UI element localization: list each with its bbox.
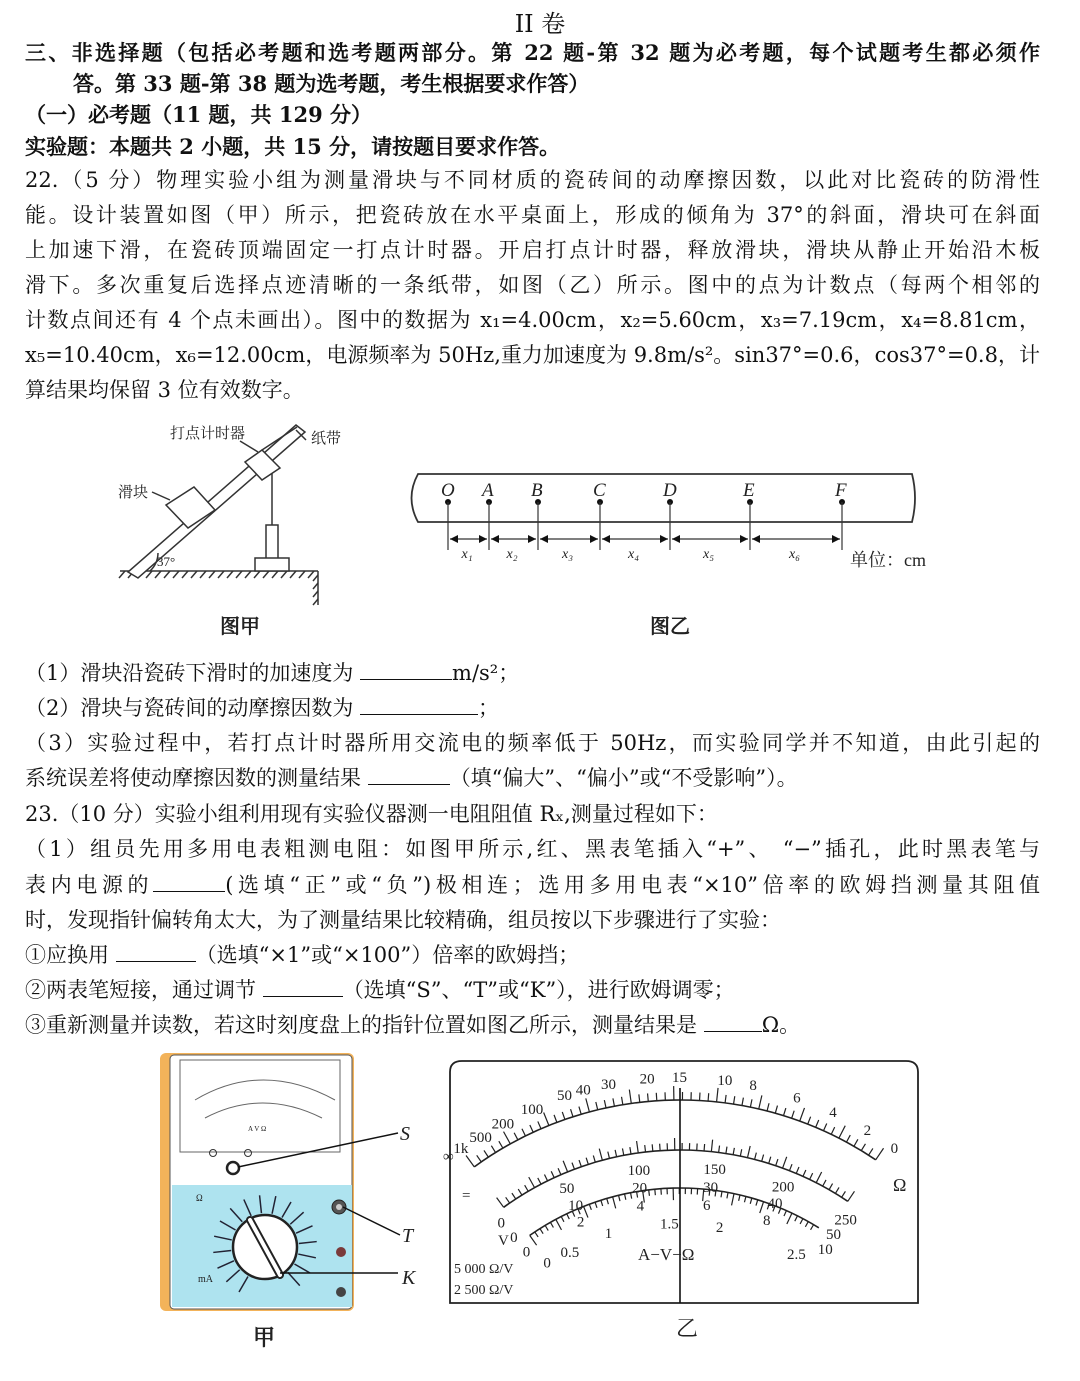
q22-sub3-text: 系统误差将使动摩擦因数的测量结果 [25, 766, 368, 790]
dc250-label: 50 [559, 1181, 575, 1198]
ohm-scale-label: 1k [453, 1141, 469, 1158]
dc10-label: 10 [817, 1241, 833, 1258]
segment-label: x₆ [789, 547, 801, 562]
ac25-label: 1 [604, 1226, 613, 1243]
point-label: C [593, 480, 606, 501]
timer-label: 打点计时器 [170, 426, 246, 442]
ohm-tick [648, 1093, 649, 1101]
experiment-heading: 实验题：本题共 2 小题，共 15 分，请按题目要求作答。 [25, 134, 561, 159]
ohm-scale-label: 40 [575, 1082, 591, 1099]
point-label: B [531, 480, 543, 501]
section-instructions-line2: 答。第 33 题-第 38 题为选考题，考生根据要求作答） [73, 71, 590, 96]
q22-sub1-text: （1）滑块沿瓷砖下滑时的加速度为 [25, 661, 361, 685]
q23-line3-text: 表内电源的 [25, 873, 154, 897]
dc250-label: 100 [627, 1162, 651, 1179]
unit-text: m/s²； [452, 661, 520, 685]
dc50-label: 10 [568, 1197, 584, 1214]
q22-line: 上加速下滑，在瓷砖顶端固定一打点计时器。开启打点计时器，释放滑块，滑块从静止开始沿木板 [25, 238, 1040, 262]
ohm-scale-label: 30 [601, 1076, 617, 1093]
q22-sub2-text: （2）滑块与瓷砖间的动摩擦因数为 [25, 696, 361, 720]
point-label: A [482, 480, 494, 501]
label-S: S [400, 1123, 410, 1145]
dc10-label: 0 [522, 1244, 531, 1261]
dc50-label: 20 [632, 1180, 648, 1197]
q22-line: x₅=10.40cm，x₆=12.00cm，电源频率为 50Hz,重力加速度为 9.8m/s²。sin37°=0.6，cos37°=0.8，计 [25, 343, 1040, 367]
dc10-label: 8 [763, 1212, 771, 1229]
dc10-label: 4 [636, 1198, 645, 1215]
unit-label: 单位：cm [850, 550, 926, 570]
multimeter-figure [160, 1053, 417, 1350]
segment-label: x₂ [506, 547, 518, 562]
ohm-scale-label: 50 [557, 1088, 573, 1105]
q23-line2: （1）组员先用多用电表粗测电阻：如图甲所示,红、黑表笔插入“+”、 “−”插孔，此时黑表笔与 [25, 837, 1040, 861]
ac25-label: 0.5 [560, 1244, 580, 1261]
dc50-label: 50 [826, 1227, 842, 1244]
step2-options: （选填“S”、“T”或“K”），进行欧姆调零； [342, 978, 735, 1002]
mechanical-zero-screw-S[interactable] [227, 1162, 239, 1174]
step1-options: （选填“×1”或“×100”）倍率的欧姆挡； [195, 943, 580, 967]
dc250-label: 200 [771, 1179, 795, 1196]
point-label: D [663, 480, 677, 501]
dc50-label: 0 [510, 1229, 518, 1246]
dc50-label: 40 [767, 1196, 783, 1213]
q23-line3-rest: (选填“正”或“负”)极相连；选用多用电表“×10”倍率的欧姆挡测量其阻值 [225, 873, 1041, 897]
ohm-scale-label: 500 [469, 1130, 492, 1147]
center-label: A−V−Ω [638, 1245, 695, 1264]
sensitivity-dc: 5 000 Ω/V [454, 1262, 514, 1277]
ohm-scale-label: 2 [863, 1123, 872, 1140]
figure-a-caption: 图甲 [220, 616, 260, 638]
ohm-tick [656, 1093, 657, 1101]
switch-ma-label: mA [198, 1274, 213, 1285]
ac-tick [649, 1190, 650, 1196]
label-K: K [402, 1267, 416, 1289]
dc250-label: 150 [703, 1162, 726, 1179]
part-heading: （一）必考题（11 题，共 129 分） [25, 102, 372, 127]
segment-label: x₃ [562, 547, 574, 562]
meter-scale-figure [443, 1061, 918, 1341]
segment-label: x₄ [628, 547, 640, 562]
ohm-scale-label: 4 [829, 1104, 837, 1121]
ohm-scale-label: 6 [793, 1090, 801, 1107]
paper-section-title: II 卷 [514, 10, 566, 38]
ohm-tick [708, 1093, 709, 1101]
switch-ohm-label: Ω [196, 1193, 203, 1203]
q22-line: 滑下。多次重复后选择点迹清晰的一条纸带，如图（乙）所示。图中的点为计数点（每两个相邻的 [25, 273, 1040, 297]
ohm-scale-label: 10 [717, 1072, 733, 1089]
ohm-scale-label: 100 [520, 1102, 544, 1119]
ohm-symbol: Ω [893, 1175, 907, 1195]
ohm-unit: Ω。 [761, 1013, 801, 1037]
ac-tick [655, 1189, 656, 1195]
dc-tick [704, 1144, 705, 1151]
minus-jack[interactable] [336, 1287, 346, 1297]
block-label: 滑块 [118, 485, 149, 501]
q22-line: 算结果均保留 3 位有效数字。 [25, 378, 304, 402]
ohm-scale-label: 8 [749, 1078, 757, 1095]
ohm-scale-label: 200 [491, 1116, 515, 1133]
figure-jia-caption: 甲 [253, 1325, 276, 1350]
step2-text: ②两表笔短接，通过调节 [25, 978, 263, 1002]
section-instructions-line1: 三、非选择题（包括必考题和选考题两部分。第 22 题-第 32 题为必考题，每个试题考生都必须作 [25, 40, 1040, 65]
tape-label: 纸带 [311, 431, 342, 447]
ac25-label: 1.5 [659, 1216, 679, 1233]
ac25-label: 0 [543, 1255, 551, 1272]
dc10-label: 2 [576, 1214, 585, 1231]
punct: ； [478, 696, 500, 720]
segment-label: x₅ [703, 547, 715, 562]
step1-text: ①应换用 [25, 943, 116, 967]
dc10-label: 6 [702, 1197, 711, 1214]
dc250-label: 250 [834, 1212, 857, 1229]
meter-face-label: A V Ω [248, 1125, 267, 1133]
point-label: O [441, 480, 455, 501]
segment-label: x₁ [461, 547, 473, 562]
ohm-scale-label: 20 [639, 1071, 655, 1088]
q22-line: 能。设计装置如图（甲）所示，把瓷砖放在水平桌面上，形成的倾角为 37°的斜面，滑块可在斜面 [25, 203, 1040, 227]
plus-jack[interactable] [336, 1247, 346, 1257]
q23-line4: 时，发现指针偏转角太大，为了测量结果比较精确，组员按以下步骤进行了实验： [25, 908, 781, 932]
ohm-scale-label: 15 [672, 1070, 687, 1086]
point-label: E [743, 480, 755, 501]
dc50-label: 30 [703, 1180, 719, 1197]
dc-symbol: = [462, 1188, 471, 1204]
ac25-label: 2.5 [787, 1246, 806, 1263]
dc-tick [652, 1144, 653, 1151]
figure-yi-caption: 乙 [676, 1316, 699, 1341]
q23-line1: 23.（10 分）实验小组利用现有实验仪器测一电阻阻值 Rₓ,测量过程如下： [25, 802, 718, 826]
q22-sub3-line1: （3）实验过程中，若打点计时器所用交流电的频率低于 50Hz，而实验同学并不知道，由此引起的 [25, 731, 1040, 755]
label-T: T [402, 1225, 414, 1247]
ac25-label: 2 [715, 1220, 724, 1237]
q22-sub3-options: （填“偏大”、“偏小”或“不受影响”）。 [449, 766, 798, 790]
figure-b-caption: 图乙 [650, 616, 690, 638]
ohm-scale-label: 0 [890, 1141, 899, 1158]
step3-text: ③重新测量并读数，若这时刻度盘上的指针位置如图乙所示，测量结果是 [25, 1013, 704, 1037]
q22-line: 22.（5 分）物理实验小组为测量滑块与不同材质的瓷砖间的动摩擦因数，以此对比瓷砖的防滑性 [25, 168, 1040, 192]
dc-tick [645, 1145, 646, 1152]
ohm-scale-label: ∞ [442, 1148, 454, 1165]
angle-label: 37° [157, 554, 176, 569]
dc250-label: 0 [497, 1215, 506, 1232]
q22-line: 计数点间还有 4 个点未画出）。图中的数据为 x₁=4.00cm，x₂=5.60cm，x₃=7.19cm，x₄=8.81cm， [25, 308, 1040, 332]
point-label: F [835, 480, 847, 501]
sensitivity-ac: 2 500 Ω/V [454, 1283, 514, 1298]
v-symbol: V [498, 1233, 509, 1249]
